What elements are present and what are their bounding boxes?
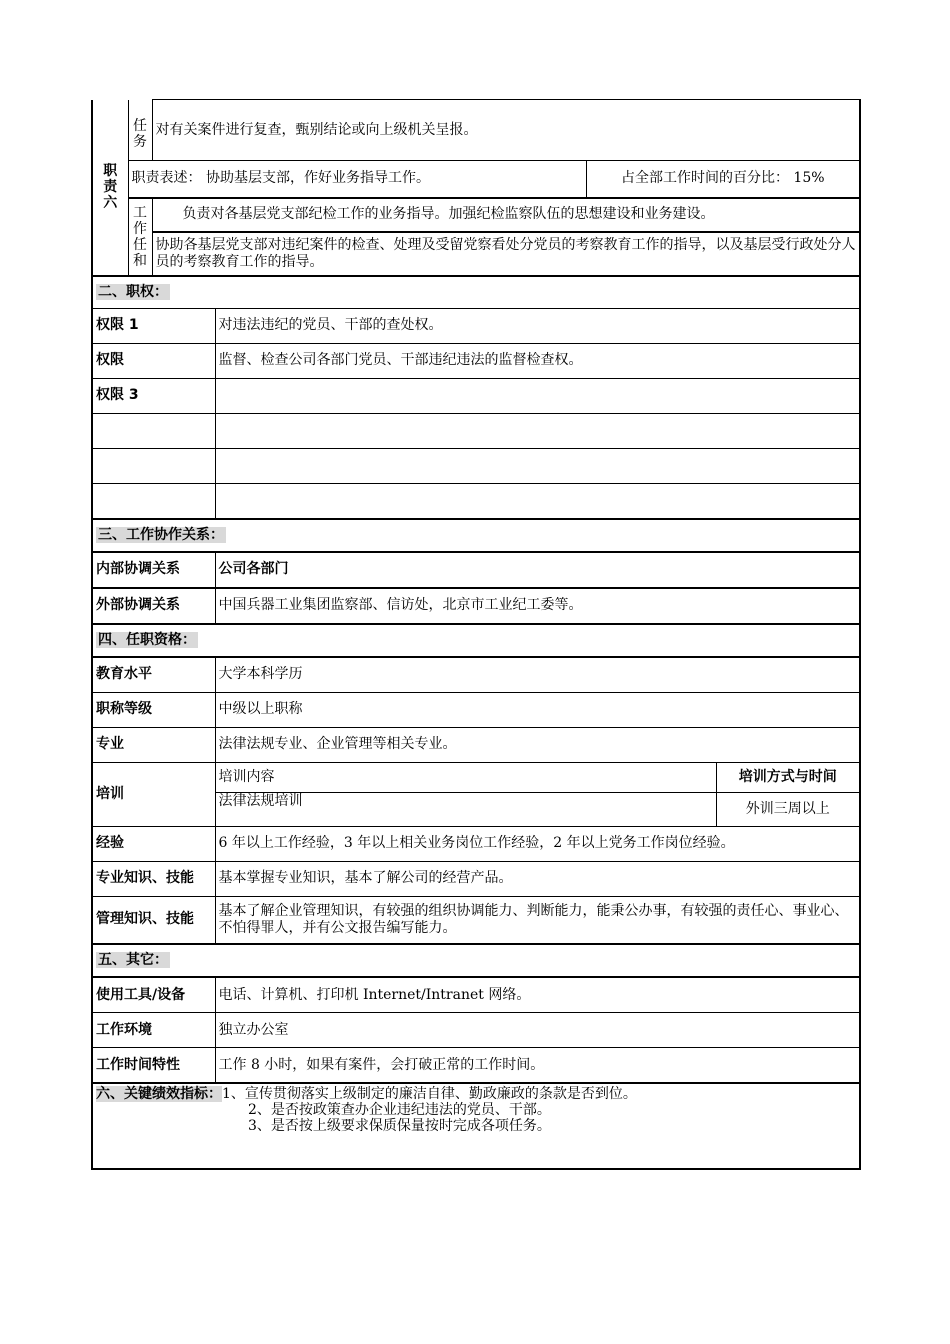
work-hours-label: 工作时间特性 — [92, 1048, 215, 1084]
duty6-side-char-1: 职 — [103, 163, 118, 179]
title-level-label: 职称等级 — [92, 692, 215, 727]
cooperation-section-row — [92, 519, 860, 552]
cooperation-section-title: 三、工作协作关系： — [98, 526, 224, 543]
duty6-work-label — [128, 198, 152, 276]
duty6-task-label — [128, 100, 152, 161]
work-hours-value: 工作 8 小时，如果有案件，会打破正常的工作时间。 — [215, 1048, 860, 1084]
job-description-page — [91, 99, 859, 1170]
training-label: 培训 — [92, 762, 215, 826]
major-value: 法律法规专业、企业管理等相关专业。 — [215, 727, 860, 762]
other-section-title: 五、其它： — [98, 952, 168, 968]
kpi-section-title: 六、关键绩效指标： — [96, 1086, 222, 1102]
duty6-time-pct-cell — [586, 161, 860, 198]
authority-empty-value-1 — [215, 413, 860, 448]
authority-label-3: 权限 3 — [92, 378, 215, 413]
environment-value: 独立办公室 — [215, 1013, 860, 1048]
title-level-value: 中级以上职称 — [215, 692, 860, 727]
duty6-task-text: 对有关案件进行复查，甄别结论或向上级机关呈报。 — [152, 100, 860, 161]
experience-row — [92, 826, 860, 861]
authority-value-1: 对违法违纪的党员、干部的查处权。 — [215, 308, 860, 343]
duty6-work-row-2 — [92, 232, 860, 276]
duty6-side-label — [92, 100, 128, 276]
duty6-desc-label: 职责表述： — [131, 170, 202, 187]
internal-coordination-row — [92, 552, 860, 588]
tools-label: 使用工具/设备 — [92, 977, 215, 1013]
mgmt-skill-row — [92, 896, 860, 944]
training-method-value: 外训三周以上 — [716, 792, 860, 826]
duty6-work-char-2: 作 — [133, 220, 147, 237]
duty6-time-pct-label: 占全部工作时间的百分比： — [620, 170, 789, 187]
duty6-work-item-1: 负责对各基层党支部纪检工作的业务指导。加强纪检监察队伍的思想建设和业务建设。 — [152, 198, 860, 232]
authority-empty-row-1 — [92, 413, 860, 448]
authority-empty-row-2 — [92, 448, 860, 483]
authority-empty-value-2 — [215, 448, 860, 483]
authority-section-title: 二、职权： — [98, 283, 168, 300]
title-level-row — [92, 692, 860, 727]
kpi-cell — [92, 1083, 860, 1169]
training-content-header: 培训内容 — [215, 762, 716, 792]
duty6-work-char-4: 和 — [133, 252, 147, 269]
authority-row-3 — [92, 378, 860, 413]
environment-row — [92, 1013, 860, 1048]
tools-row — [92, 977, 860, 1013]
mgmt-skill-value: 基本了解企业管理知识，有较强的组织协调能力、判断能力，能秉公办事，有较强的责任心、事业心、不怕得罪人，并有公文报告编写能力。 — [215, 896, 860, 944]
experience-value: 6 年以上工作经验，3 年以上相关业务岗位工作经验，2 年以上党务工作岗位经验。 — [215, 826, 860, 861]
authority-empty-value-3 — [215, 483, 860, 519]
qualification-section-cell — [92, 624, 860, 657]
duty6-time-pct-value: 15% — [793, 170, 825, 187]
job-description-table — [91, 99, 861, 1170]
kpi-item-3: 3、是否按上级要求保质保量按时完成各项任务。 — [248, 1118, 551, 1134]
external-coordination-value: 中国兵器工业集团监察部、信访处，北京市工业纪工委等。 — [215, 588, 860, 624]
education-value: 大学本科学历 — [215, 657, 860, 693]
tools-value: 电话、计算机、打印机 Internet/Intranet 网络。 — [215, 977, 860, 1013]
training-header-row — [92, 762, 860, 792]
duty6-desc-cell — [128, 161, 586, 198]
pro-skill-row — [92, 861, 860, 896]
external-coordination-row — [92, 588, 860, 624]
kpi-row — [92, 1083, 860, 1169]
kpi-item-1: 1、宣传贯彻落实上级制定的廉洁自律、勤政廉政的条款是否到位。 — [222, 1086, 637, 1102]
duty6-work-char-3: 任 — [133, 236, 147, 253]
authority-label-2: 权限 — [92, 343, 215, 378]
internal-coordination-label: 内部协调关系 — [92, 552, 215, 588]
pro-skill-label: 专业知识、技能 — [92, 861, 215, 896]
cooperation-section-cell — [92, 519, 860, 552]
kpi-item-2: 2、是否按政策查办企业违纪违法的党员、干部。 — [248, 1102, 551, 1118]
other-section-cell — [92, 944, 860, 977]
duty6-work-row-1 — [92, 198, 860, 232]
authority-section-row — [92, 276, 860, 309]
training-content-value: 法律法规培训 — [215, 792, 716, 826]
other-section-row — [92, 944, 860, 977]
duty6-task-char-2: 务 — [133, 133, 147, 150]
major-label: 专业 — [92, 727, 215, 762]
duty6-work-char-1: 工 — [133, 204, 147, 221]
duty6-side-char-2: 责 — [103, 179, 118, 195]
authority-label-1: 权限 1 — [92, 308, 215, 343]
kpi-line-1 — [96, 1086, 856, 1102]
authority-value-3 — [215, 378, 860, 413]
external-coordination-label: 外部协调关系 — [92, 588, 215, 624]
internal-coordination-value: 公司各部门 — [215, 552, 860, 588]
experience-label: 经验 — [92, 826, 215, 861]
authority-empty-label-1 — [92, 413, 215, 448]
training-method-header: 培训方式与时间 — [716, 762, 860, 792]
authority-empty-label-3 — [92, 483, 215, 519]
education-row — [92, 657, 860, 693]
work-hours-row — [92, 1048, 860, 1084]
mgmt-skill-label: 管理知识、技能 — [92, 896, 215, 944]
duty6-side-char-3: 六 — [103, 195, 118, 211]
duty6-desc-row — [92, 161, 860, 198]
environment-label: 工作环境 — [92, 1013, 215, 1048]
qualification-section-title: 四、任职资格： — [98, 631, 196, 648]
duty6-task-row — [92, 100, 860, 161]
authority-row-1 — [92, 308, 860, 343]
authority-section-cell — [92, 276, 860, 309]
authority-value-2: 监督、检查公司各部门党员、干部违纪违法的监督检查权。 — [215, 343, 860, 378]
duty6-desc-text: 协助基层支部，作好业务指导工作。 — [205, 170, 430, 187]
pro-skill-value: 基本掌握专业知识，基本了解公司的经营产品。 — [215, 861, 860, 896]
authority-empty-row-3 — [92, 483, 860, 519]
qualification-section-row — [92, 624, 860, 657]
duty6-task-char-1: 任 — [133, 117, 147, 134]
authority-row-2 — [92, 343, 860, 378]
authority-empty-label-2 — [92, 448, 215, 483]
duty6-work-item-2: 协助各基层党支部对违纪案件的检查、处理及受留党察看处分党员的考察教育工作的指导，以及基层受行政处分人员的考察教育工作的指导。 — [152, 232, 860, 276]
major-row — [92, 727, 860, 762]
education-label: 教育水平 — [92, 657, 215, 693]
